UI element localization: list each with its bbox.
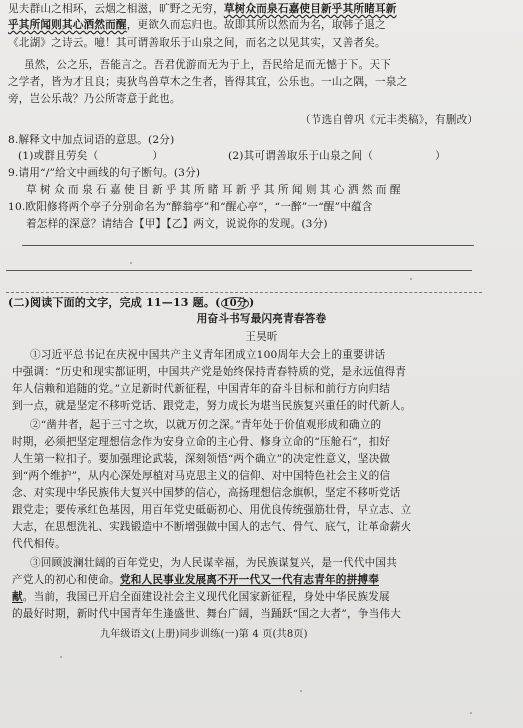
score-circle: 10分 bbox=[222, 298, 248, 309]
article-p3-line-1: ③回顾波澜壮阔的百年党史，为人民谋幸福，为民族谋复兴，是一代代中国共 bbox=[30, 557, 397, 569]
scan-speck bbox=[60, 656, 62, 658]
passage-source: （节选自曾巩《元丰类稿》，有删改） bbox=[300, 114, 479, 126]
passage-line-5: 之学者，皆为才且良；夷狄鸟兽草木之生者，皆得其宜，公乐也。一山之隅，一泉之 bbox=[8, 76, 408, 88]
answer-line-1[interactable] bbox=[22, 245, 474, 246]
section-2-heading: (二)阅读下面的文字，完成 11—13 题。( 10分 ) bbox=[8, 296, 255, 309]
article-p2-line-7: 大志，在思想洗礼、实践锻造中不断增强做中国人的志气、骨气、底气，让革命薪火 bbox=[12, 521, 412, 533]
article-p2-line-8: 代代相传。 bbox=[12, 538, 66, 550]
section-divider bbox=[6, 292, 482, 293]
article-text: 产党人的初心和使命。 bbox=[12, 574, 120, 586]
article-p2-line-4: 到“两个维护”，从内心深处厚植对马克思主义的信仰、对中国特色社会主义的信 bbox=[12, 470, 391, 482]
article-p1-line-1: ①习近平总书记在庆祝中国共产主义青年团成立100周年大会上的重要讲话 bbox=[30, 349, 386, 361]
article-author: 王昊昕 bbox=[245, 331, 278, 343]
q8-part1-text: (1)或群且劳矣（ bbox=[18, 150, 99, 162]
passage-text: 见夫群山之相环，云烟之相滋，旷野之无穷， bbox=[8, 3, 224, 15]
scan-speck bbox=[300, 690, 302, 692]
article-p2-line-3: 人生第一粒扣子。要加强理论武装，深刻领悟“两个确立”的决定性意义，坚决做 bbox=[12, 453, 391, 465]
article-title: 用奋斗书写最闪亮青春答卷 bbox=[196, 313, 327, 325]
underlined-sentence: 党和人民事业发展离不开一代又一代有志青年的拼搏奉 bbox=[119, 574, 379, 586]
q8-part1-close: ） bbox=[152, 150, 164, 162]
article-p3-line-4: 的最好时期，新时代中国青年生逢盛世、舞台广阔，当踊跃“国之大者”，争当伟大 bbox=[12, 608, 402, 620]
passage-line-1 bbox=[8, 2, 397, 16]
answer-line-2[interactable] bbox=[6, 270, 472, 271]
underlined-sentence: 乎其所闻则其心洒然而醒 bbox=[8, 19, 127, 31]
scan-speck bbox=[130, 262, 132, 264]
scan-speck bbox=[410, 278, 412, 280]
question-9: 9.请用“/”给文中画线的句子断句。(3分) bbox=[8, 167, 201, 179]
question-8: 8.解释文中加点词语的意思。(2分) bbox=[8, 134, 175, 146]
scan-speck bbox=[470, 712, 472, 714]
passage-text: ，更欲久而忘归也。故即其所以然而为名，取韩子退之 bbox=[126, 19, 386, 31]
article-p2-line-2: 时期，必须把坚定理想信念作为安身立命的主心骨、修身立命的“压舱石”，扣好 bbox=[12, 436, 391, 448]
underlined-sentence: 草树众而泉石嘉使目新乎其所睹耳新 bbox=[223, 3, 397, 15]
question-8-part-1 bbox=[18, 149, 163, 163]
article-p2-line-5: 念、对实现中华民族伟大复兴中国梦的信心，高扬理想信念旗帜，坚定不移听党话 bbox=[12, 487, 401, 499]
question-9-sentence: 草树众而泉石嘉使目新乎其所睹耳新乎其所闻则其心洒然而醒 bbox=[26, 184, 404, 196]
page-footer: 九年级语文(上册)同步训练(一)第 4 页(共8页) bbox=[100, 629, 308, 640]
article-p3-line-3 bbox=[12, 590, 390, 604]
question-10-line-2: 着怎样的深意？请结合【甲】【乙】两文，说说你的发现。(3分) bbox=[26, 218, 328, 230]
section-2-heading-text: (二)阅读下面的文字，完成 11—13 题。 bbox=[8, 296, 216, 309]
question-10-line-1: 10.欧阳修将两个亭子分别命名为“醉翁亭”和“醒心亭”，“一醉”一“醒”中蕴含 bbox=[8, 201, 373, 213]
q8-part2-text: (2)其可谓善取乐于山泉之间（ bbox=[228, 150, 374, 162]
passage-line-4: 虽然，公之乐，吾能言之。吾君优游而无为于上，吾民给足而无憾于下。天下 bbox=[24, 59, 391, 71]
question-8-part-2 bbox=[228, 149, 446, 163]
article-p1-line-4: 到一点，就是坚定不移听党话、跟党走，努力成长为堪当民族复兴重任的时代新人。 bbox=[12, 400, 412, 412]
article-text: 。当前，我国已开启全面建设社会主义现代化国家新征程，身处中华民族发展 bbox=[22, 591, 390, 603]
article-p2-line-6: 跟党走；要传承红色基因，用百年党史砥砺初心、用优良传统强筋壮骨，早立志、立 bbox=[12, 504, 412, 516]
article-p2-line-1: ②“凿井者，起于三寸之坎，以就万仞之深。”青年处于价值观形成和确立的 bbox=[30, 419, 382, 431]
article-p1-line-2: 中强调：“历史和现实都证明，中国共产党是始终保持青春特质的党，是永远值得青 bbox=[12, 366, 407, 378]
passage-line-2 bbox=[8, 18, 386, 32]
passage-line-6: 旁，岂公乐哉？乃公所寄意于此也。 bbox=[8, 93, 181, 105]
underlined-sentence: 献 bbox=[12, 591, 23, 603]
article-p1-line-3: 年人信赖和追随的党。”立足新时代新征程，中国青年的奋斗目标和前行方向归结 bbox=[12, 383, 391, 395]
passage-line-3: 《北湖》之诗云。噫！其可谓善取乐于山泉之间，而名之以见其实，又善者矣。 bbox=[8, 37, 386, 49]
article-p3-line-2 bbox=[12, 573, 379, 587]
q8-part2-close: ） bbox=[435, 150, 446, 162]
